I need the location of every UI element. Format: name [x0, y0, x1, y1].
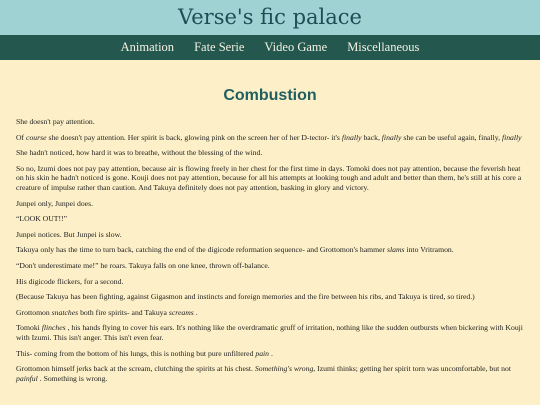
nav-animation[interactable]: Animation	[120, 40, 175, 54]
paragraph-text: back,	[361, 132, 382, 142]
paragraph-text: “Don't underestimate me!” he roars. Takuya falls on one knee, thrown off-balance.	[16, 260, 270, 270]
story-paragraph	[16, 245, 524, 255]
paragraph-text: .	[193, 307, 198, 317]
story-paragraph	[16, 199, 524, 209]
nav-video-game[interactable]: Video Game	[264, 40, 328, 54]
story-paragraph	[16, 349, 524, 359]
italic-text: pain	[255, 348, 270, 358]
story-paragraph	[16, 308, 524, 318]
site-title[interactable]: Verse's fic palace	[178, 5, 362, 29]
story-body	[16, 117, 524, 383]
italic-text: Something's wrong	[254, 364, 314, 374]
nav-fate-serie[interactable]: Fate Serie	[194, 40, 245, 54]
paragraph-text: , his hands flying to cover his ears. It's nothing like the overdramatic gruff of irritation, nothing like the sudden outbursts when bickering with Kouji with Izumi. This isn't anger. This isn't even fear.	[16, 323, 523, 342]
italic-text: snatches	[51, 307, 79, 317]
paragraph-text: both fire spirits- and Takuya	[78, 307, 169, 317]
paragraph-text: This- coming from the bottom of his lungs, this is nothing but pure unfiltered	[16, 348, 256, 358]
story-content	[0, 86, 540, 383]
paragraph-text: .	[269, 348, 273, 358]
paragraph-text: His digicode flickers, for a second.	[16, 276, 124, 286]
paragraph-text: , Izumi thinks; getting her spirit torn was uncomfortable, but not	[313, 364, 512, 374]
paragraph-text: Grottomon himself jerks back at the scream, clutching the spirits at his chest.	[16, 364, 255, 374]
paragraph-text: Grottomon	[16, 307, 52, 317]
story-paragraph	[16, 277, 524, 287]
paragraph-text: . Something is wrong.	[37, 373, 108, 383]
story-paragraph	[16, 214, 524, 224]
story-paragraph	[16, 292, 524, 302]
story-paragraph	[16, 230, 524, 240]
story-paragraph	[16, 117, 524, 127]
paragraph-text: Tomoki	[16, 323, 42, 333]
paragraph-text: she can be useful again, finally,	[401, 132, 502, 142]
story-paragraph	[16, 133, 524, 143]
story-paragraph	[16, 164, 524, 193]
paragraph-text: She doesn't pay attention.	[16, 117, 95, 126]
italic-text: painful	[16, 373, 38, 383]
paragraph-text: Junpei notices. But Junpei is slow.	[16, 229, 122, 239]
paragraph-text: So no, Izumi does not pay pay attention, because air is flowing freely in her chest for the first time in days. Tomoki does not pay attention, because the feverish heat on his skin he hadn't noticed is gone. Kouji does not pay attention, because for all his attempts at looking tough and adult and better than them, he's still at his core a creature of impulse rather than caution. And Takuya definitely does not pay attention, basking in glory and victory.	[16, 163, 522, 192]
italic-text: slams	[387, 245, 405, 255]
story-paragraph	[16, 261, 524, 271]
story-paragraph	[16, 323, 524, 342]
paragraph-text: Of	[16, 132, 27, 142]
story-paragraph	[16, 364, 524, 383]
paragraph-text: (Because Takuya has been fighting, against Gigasmon and instincts and foreign memories and the fire between his ribs, and Takuya is tired, so tired.)	[16, 292, 475, 302]
italic-text: screams	[168, 307, 194, 317]
italic-text: flinches	[41, 323, 66, 333]
italic-text: course	[26, 132, 47, 142]
paragraph-text: into Vritramon.	[404, 245, 454, 255]
italic-text: finally	[381, 132, 402, 142]
paragraph-text: She hadn't noticed, how hard it was to breathe, without the blessing of the wind.	[16, 148, 263, 158]
nav-miscellaneous[interactable]: Miscellaneous	[347, 40, 420, 54]
main-nav	[0, 35, 540, 60]
paragraph-text: Junpei only, Junpei does.	[16, 198, 94, 208]
italic-text: finally	[341, 132, 362, 142]
story-title: Combustion	[223, 87, 317, 104]
paragraph-text: she doesn't pay attention. Her spirit is back, glowing pink on the screen her of her D-tector- it's	[46, 132, 342, 142]
paragraph-text: Takuya only has the time to turn back, catching the end of the digicode reformation sequence- and Grottomon's hammer	[16, 245, 388, 255]
italic-text: finally	[501, 132, 522, 142]
story-paragraph	[16, 148, 524, 158]
site-header	[0, 0, 540, 35]
paragraph-text: “LOOK OUT!!”	[16, 214, 68, 224]
